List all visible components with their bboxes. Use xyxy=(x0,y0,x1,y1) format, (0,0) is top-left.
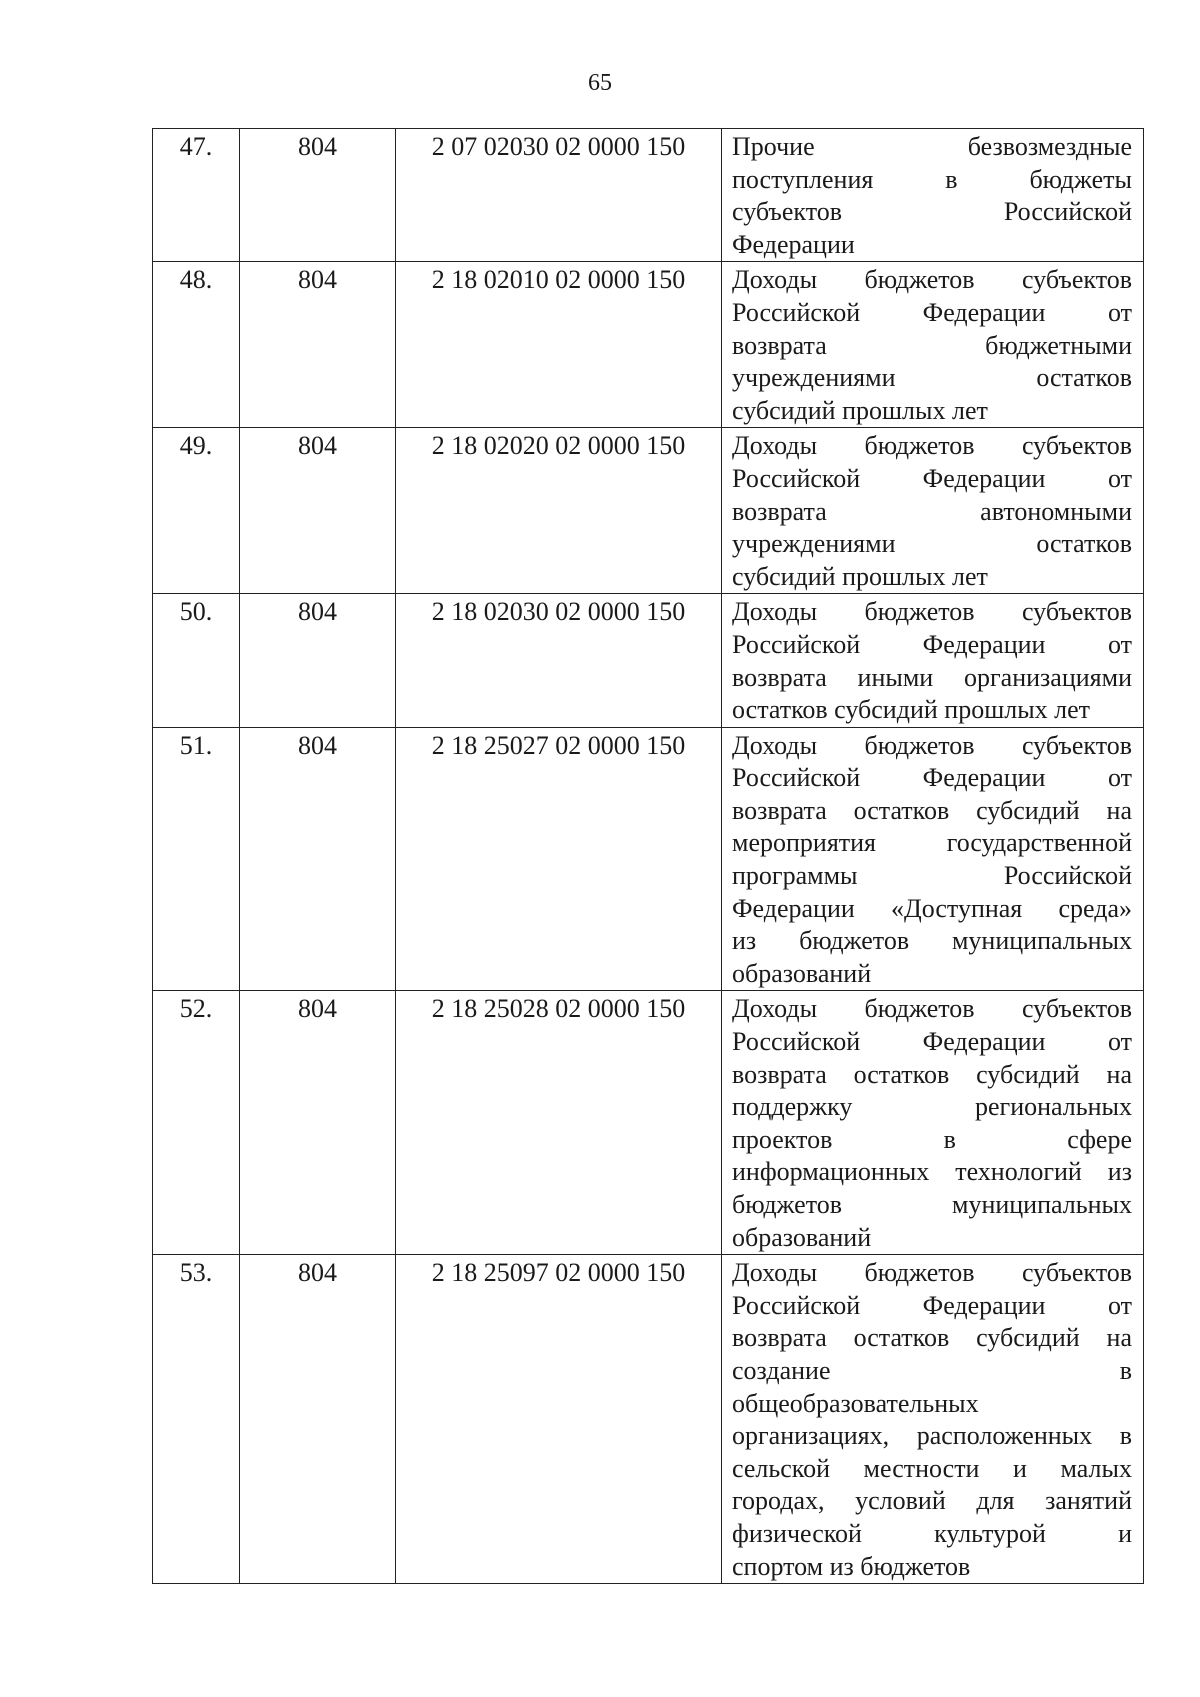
revenue-name-line: Российской Федерации от xyxy=(732,1290,1132,1320)
admin-code-cell-text: 804 xyxy=(298,597,337,627)
admin-code-cell-text: 804 xyxy=(298,1258,337,1288)
revenue-name-line: возврата остатков субсидий на xyxy=(732,795,1132,825)
admin-code-cell-text: 804 xyxy=(298,132,337,161)
revenue-name-line: Доходы бюджетов субъектов xyxy=(732,730,1132,760)
revenue-name-line: Российской Федерации от xyxy=(732,463,1132,493)
budget-code-cell-text: 2 18 25097 02 0000 150 xyxy=(431,1258,686,1288)
revenue-name-line: организациях, расположенных в xyxy=(732,1421,1132,1451)
revenue-name-text xyxy=(722,428,1143,593)
revenue-name-text xyxy=(722,1255,1143,1583)
row-number-cell xyxy=(153,129,240,262)
row-number-cell xyxy=(153,262,240,428)
revenue-name-line: Федерации «Доступная среда» xyxy=(732,893,1132,923)
revenue-name-line: возврата иными организациями xyxy=(732,662,1132,692)
budget-code-cell xyxy=(396,594,722,727)
budget-code-cell-text: 2 07 02030 02 0000 150 xyxy=(431,132,686,161)
revenue-name-cell xyxy=(722,1255,1144,1584)
revenue-name-line: возврата автономными xyxy=(732,496,1132,526)
revenue-name-line: учреждениями остатков xyxy=(732,529,1132,559)
page-number: 65 xyxy=(588,70,612,96)
revenue-name-line: информационных технологий из xyxy=(732,1157,1132,1187)
admin-code-cell xyxy=(240,1255,396,1584)
revenue-name-line: программы Российской xyxy=(732,861,1132,891)
revenue-name-line: возврата остатков субсидий на xyxy=(732,1059,1132,1089)
revenue-name-line: субсидий прошлых лет xyxy=(732,561,988,591)
revenue-name-line: Доходы бюджетов субъектов xyxy=(732,1258,1132,1288)
revenue-name-line: общеобразовательных xyxy=(732,1388,979,1418)
revenue-name-line: создание в xyxy=(732,1355,1132,1385)
revenue-name-line: Федерации xyxy=(732,229,855,259)
revenue-name-text xyxy=(722,262,1143,427)
row-number-cell-text: 53. xyxy=(179,1258,213,1288)
table-row xyxy=(153,594,1144,727)
revenue-codes-table xyxy=(152,128,1144,1584)
revenue-name-line: из бюджетов муниципальных xyxy=(732,926,1132,956)
budget-code-cell xyxy=(396,727,722,991)
revenue-name-text xyxy=(722,728,1143,991)
admin-code-cell xyxy=(240,129,396,262)
row-number-cell-text: 47. xyxy=(179,132,213,161)
revenue-name-line: Прочие безвозмездные xyxy=(732,132,1132,161)
row-number-cell-text: 48. xyxy=(179,265,213,295)
revenue-name-cell xyxy=(722,991,1144,1255)
budget-code-cell xyxy=(396,129,722,262)
revenue-name-line: Доходы бюджетов субъектов xyxy=(732,431,1132,461)
budget-code-cell-text: 2 18 02030 02 0000 150 xyxy=(431,597,686,627)
revenue-name-cell xyxy=(722,262,1144,428)
row-number-cell-text: 52. xyxy=(179,994,213,1024)
revenue-name-line: Российской Федерации от xyxy=(732,629,1132,659)
revenue-name-cell xyxy=(722,727,1144,991)
revenue-name-line: Доходы бюджетов субъектов xyxy=(732,265,1132,295)
revenue-name-line: поступления в бюджеты xyxy=(732,164,1132,194)
admin-code-cell xyxy=(240,428,396,594)
revenue-name-line: Доходы бюджетов субъектов xyxy=(732,597,1132,627)
revenue-name-line: остатков субсидий прошлых лет xyxy=(732,695,1091,725)
revenue-name-text xyxy=(722,594,1143,726)
table-body xyxy=(153,129,1144,1584)
row-number-cell xyxy=(153,594,240,727)
revenue-name-line: субъектов Российской xyxy=(732,197,1132,227)
table-row xyxy=(153,991,1144,1255)
row-number-cell xyxy=(153,1255,240,1584)
row-number-cell xyxy=(153,991,240,1255)
row-number-cell-text: 50. xyxy=(179,597,213,627)
budget-code-cell xyxy=(396,991,722,1255)
admin-code-cell-text: 804 xyxy=(298,431,337,461)
row-number-cell-text: 49. xyxy=(179,431,213,461)
admin-code-cell xyxy=(240,727,396,991)
revenue-name-line: сельской местности и малых xyxy=(732,1453,1132,1483)
revenue-name-text xyxy=(722,129,1143,261)
revenue-name-cell xyxy=(722,428,1144,594)
revenue-name-line: субсидий прошлых лет xyxy=(732,395,988,425)
revenue-name-line: Российской Федерации от xyxy=(732,1027,1132,1057)
table-row xyxy=(153,428,1144,594)
revenue-name-line: образований xyxy=(732,1222,872,1252)
revenue-name-text xyxy=(722,991,1143,1254)
row-number-cell xyxy=(153,428,240,594)
revenue-name-line: возврата остатков субсидий на xyxy=(732,1323,1132,1353)
budget-code-cell-text: 2 18 02010 02 0000 150 xyxy=(431,265,686,295)
revenue-name-cell xyxy=(722,594,1144,727)
table-row xyxy=(153,1255,1144,1584)
revenue-name-line: образований xyxy=(732,958,872,988)
row-number-cell xyxy=(153,727,240,991)
budget-code-cell xyxy=(396,1255,722,1584)
revenue-name-line: Российской Федерации от xyxy=(732,297,1132,327)
revenue-name-line: поддержку региональных xyxy=(732,1092,1132,1122)
revenue-name-line: проектов в сфере xyxy=(732,1124,1132,1154)
revenue-name-line: Российской Федерации от xyxy=(732,763,1132,793)
admin-code-cell-text: 804 xyxy=(298,730,337,760)
admin-code-cell xyxy=(240,594,396,727)
admin-code-cell-text: 804 xyxy=(298,994,337,1024)
budget-code-cell-text: 2 18 02020 02 0000 150 xyxy=(431,431,686,461)
revenue-name-line: учреждениями остатков xyxy=(732,363,1132,393)
budget-code-cell-text: 2 18 25028 02 0000 150 xyxy=(431,994,686,1024)
table-row xyxy=(153,262,1144,428)
admin-code-cell xyxy=(240,262,396,428)
table-row xyxy=(153,129,1144,262)
budget-code-cell-text: 2 18 25027 02 0000 150 xyxy=(431,730,686,760)
admin-code-cell-text: 804 xyxy=(298,265,337,295)
row-number-cell-text: 51. xyxy=(179,730,213,760)
revenue-name-line: Доходы бюджетов субъектов xyxy=(732,994,1132,1024)
budget-code-cell xyxy=(396,428,722,594)
revenue-name-line: физической культурой и xyxy=(732,1518,1132,1548)
revenue-name-line: городах, условий для занятий xyxy=(732,1486,1132,1516)
revenue-name-line: бюджетов муниципальных xyxy=(732,1190,1132,1219)
table-row xyxy=(153,727,1144,991)
revenue-name-cell xyxy=(722,129,1144,262)
revenue-name-line: спортом из бюджетов xyxy=(732,1551,971,1581)
budget-code-cell xyxy=(396,262,722,428)
revenue-name-line: мероприятия государственной xyxy=(732,828,1132,858)
admin-code-cell xyxy=(240,991,396,1255)
revenue-name-line: возврата бюджетными xyxy=(732,330,1132,360)
